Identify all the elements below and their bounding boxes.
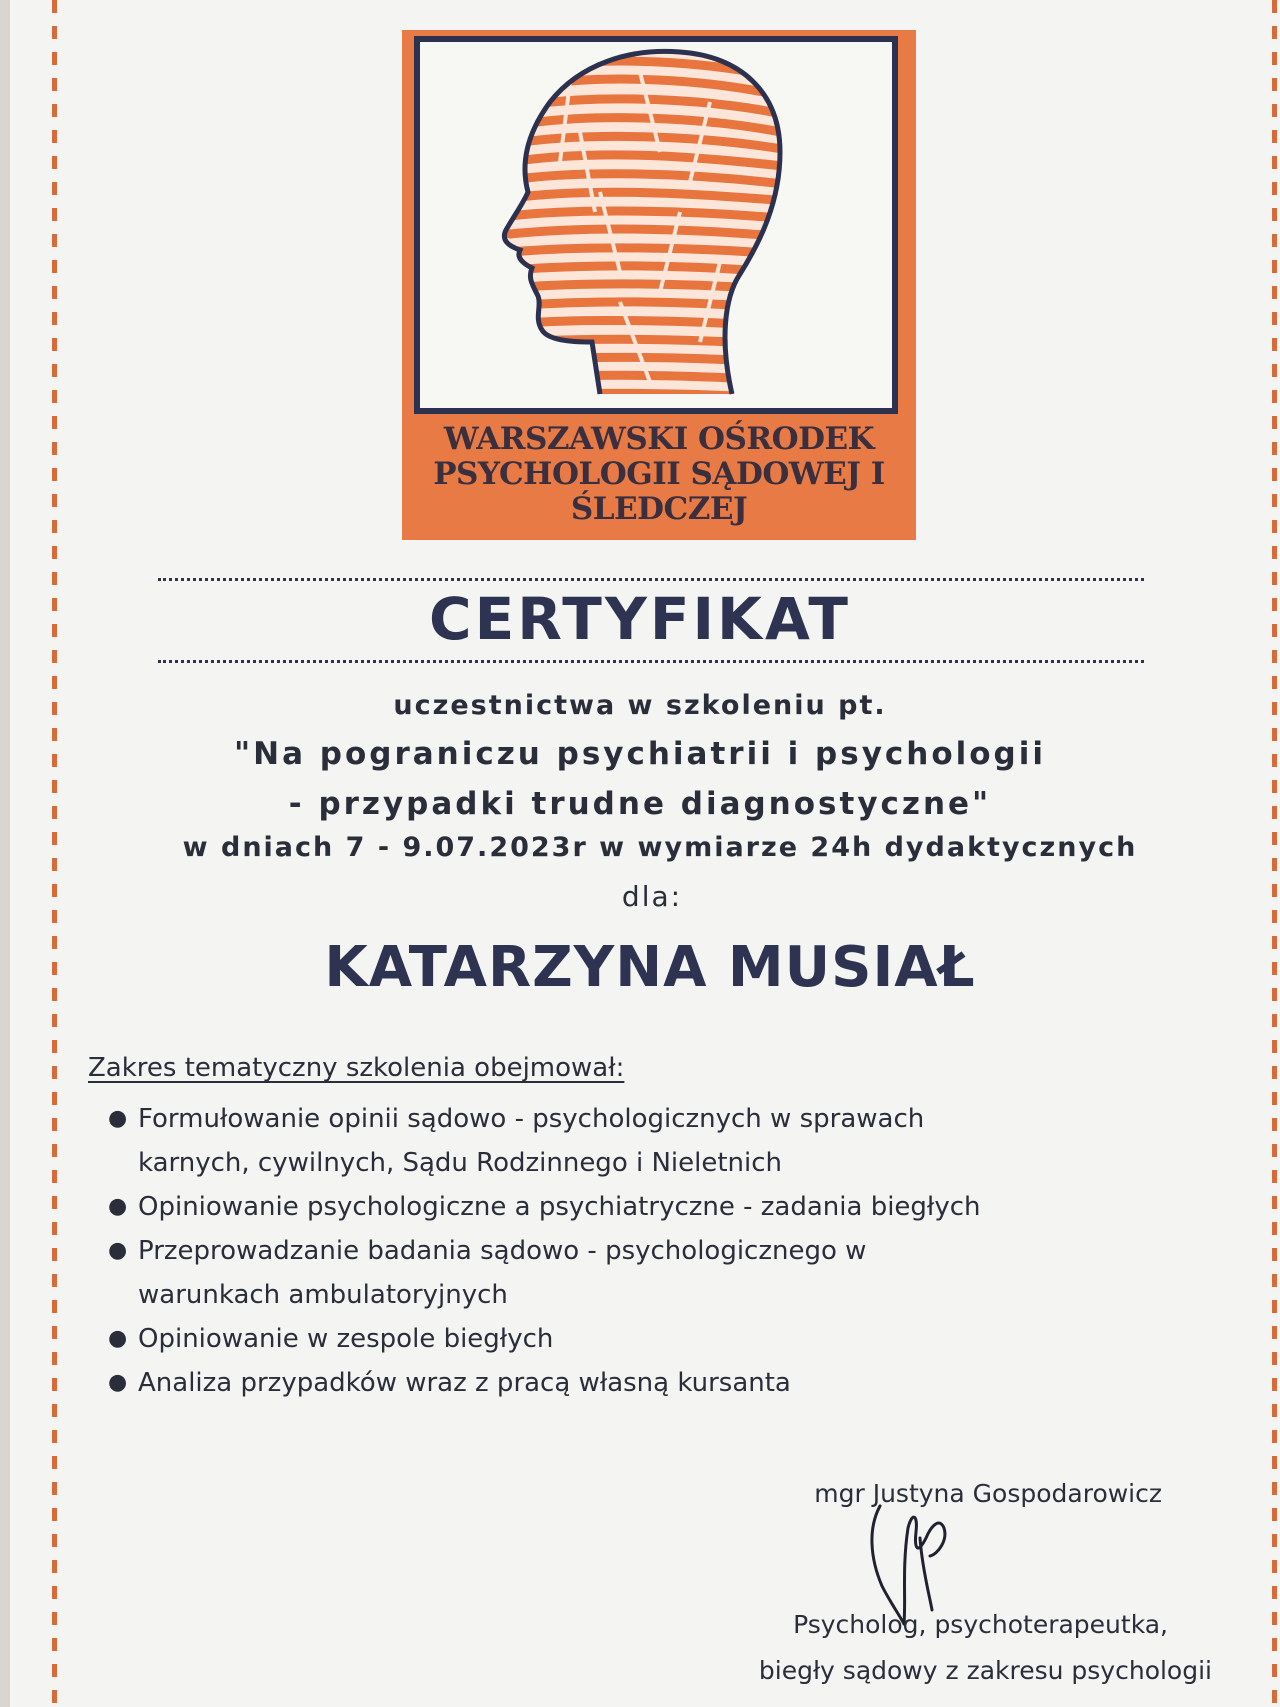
handwritten-signature	[860, 1498, 970, 1628]
list-item-text: warunkach ambulatoryjnych	[138, 1280, 508, 1310]
scope-heading: Zakres tematyczny szkolenia obejmował:	[88, 1053, 625, 1083]
bullet-icon: ●	[108, 1326, 128, 1351]
list-item	[100, 1097, 1160, 1185]
list-item	[100, 1229, 1160, 1317]
bullet-icon: ●	[108, 1106, 128, 1131]
logo-text-line: PSYCHOLOGII SĄDOWEJ I	[433, 456, 885, 492]
list-item	[100, 1317, 1160, 1361]
signatory-role-line-1: Psycholog, psychoterapeutka,	[793, 1610, 1168, 1639]
dates-line: w dniach 7 - 9.07.2023r w wymiarze 24h dydaktycznych	[182, 832, 1138, 863]
for-label: dla:	[621, 880, 683, 913]
logo-text-line: ŚLEDCZEJ	[570, 491, 748, 527]
list-item	[100, 1185, 1160, 1229]
logo-text	[402, 422, 916, 527]
logo-text-line: WARSZAWSKI OŚRODEK	[443, 421, 875, 457]
course-title-line-1: "Na pograniczu psychiatrii i psychologii	[233, 736, 1047, 772]
course-title-line-2: - przypadki trudne diagnostyczne"	[288, 786, 992, 822]
head-fingerprint-icon	[420, 42, 892, 408]
participation-line: uczestnictwa w szkoleniu pt.	[393, 690, 887, 721]
list-item-text: Opiniowanie w zespole biegłych	[138, 1324, 554, 1354]
logo-frame	[414, 36, 898, 414]
bullet-icon: ●	[108, 1238, 128, 1263]
signatory-role-line-2: biegły sądowy z zakresu psychologii	[758, 1656, 1212, 1685]
list-item-text: Formułowanie opinii sądowo - psychologicznych w sprawach	[138, 1104, 925, 1134]
list-item-text: Opiniowanie psychologiczne a psychiatryczne - zadania biegłych	[138, 1192, 981, 1222]
topics-list	[100, 1097, 1160, 1405]
bullet-icon: ●	[108, 1370, 128, 1395]
list-item-text: Przeprowadzanie badania sądowo - psychologicznego w	[138, 1236, 867, 1266]
signatory-name: mgr Justyna Gospodarowicz	[814, 1479, 1162, 1508]
bullet-icon: ●	[108, 1194, 128, 1219]
recipient-name: KATARZYNA MUSIAŁ	[324, 935, 976, 1000]
divider-top	[158, 578, 1144, 581]
list-item	[100, 1361, 1160, 1405]
certificate-title: CERTYFIKAT	[429, 585, 851, 653]
divider-bottom	[158, 660, 1144, 663]
organization-logo	[402, 30, 916, 540]
list-item-text: Analiza przypadków wraz z pracą własną kursanta	[138, 1368, 791, 1398]
list-item-text: karnych, cywilnych, Sądu Rodzinnego i Nieletnich	[138, 1148, 783, 1178]
